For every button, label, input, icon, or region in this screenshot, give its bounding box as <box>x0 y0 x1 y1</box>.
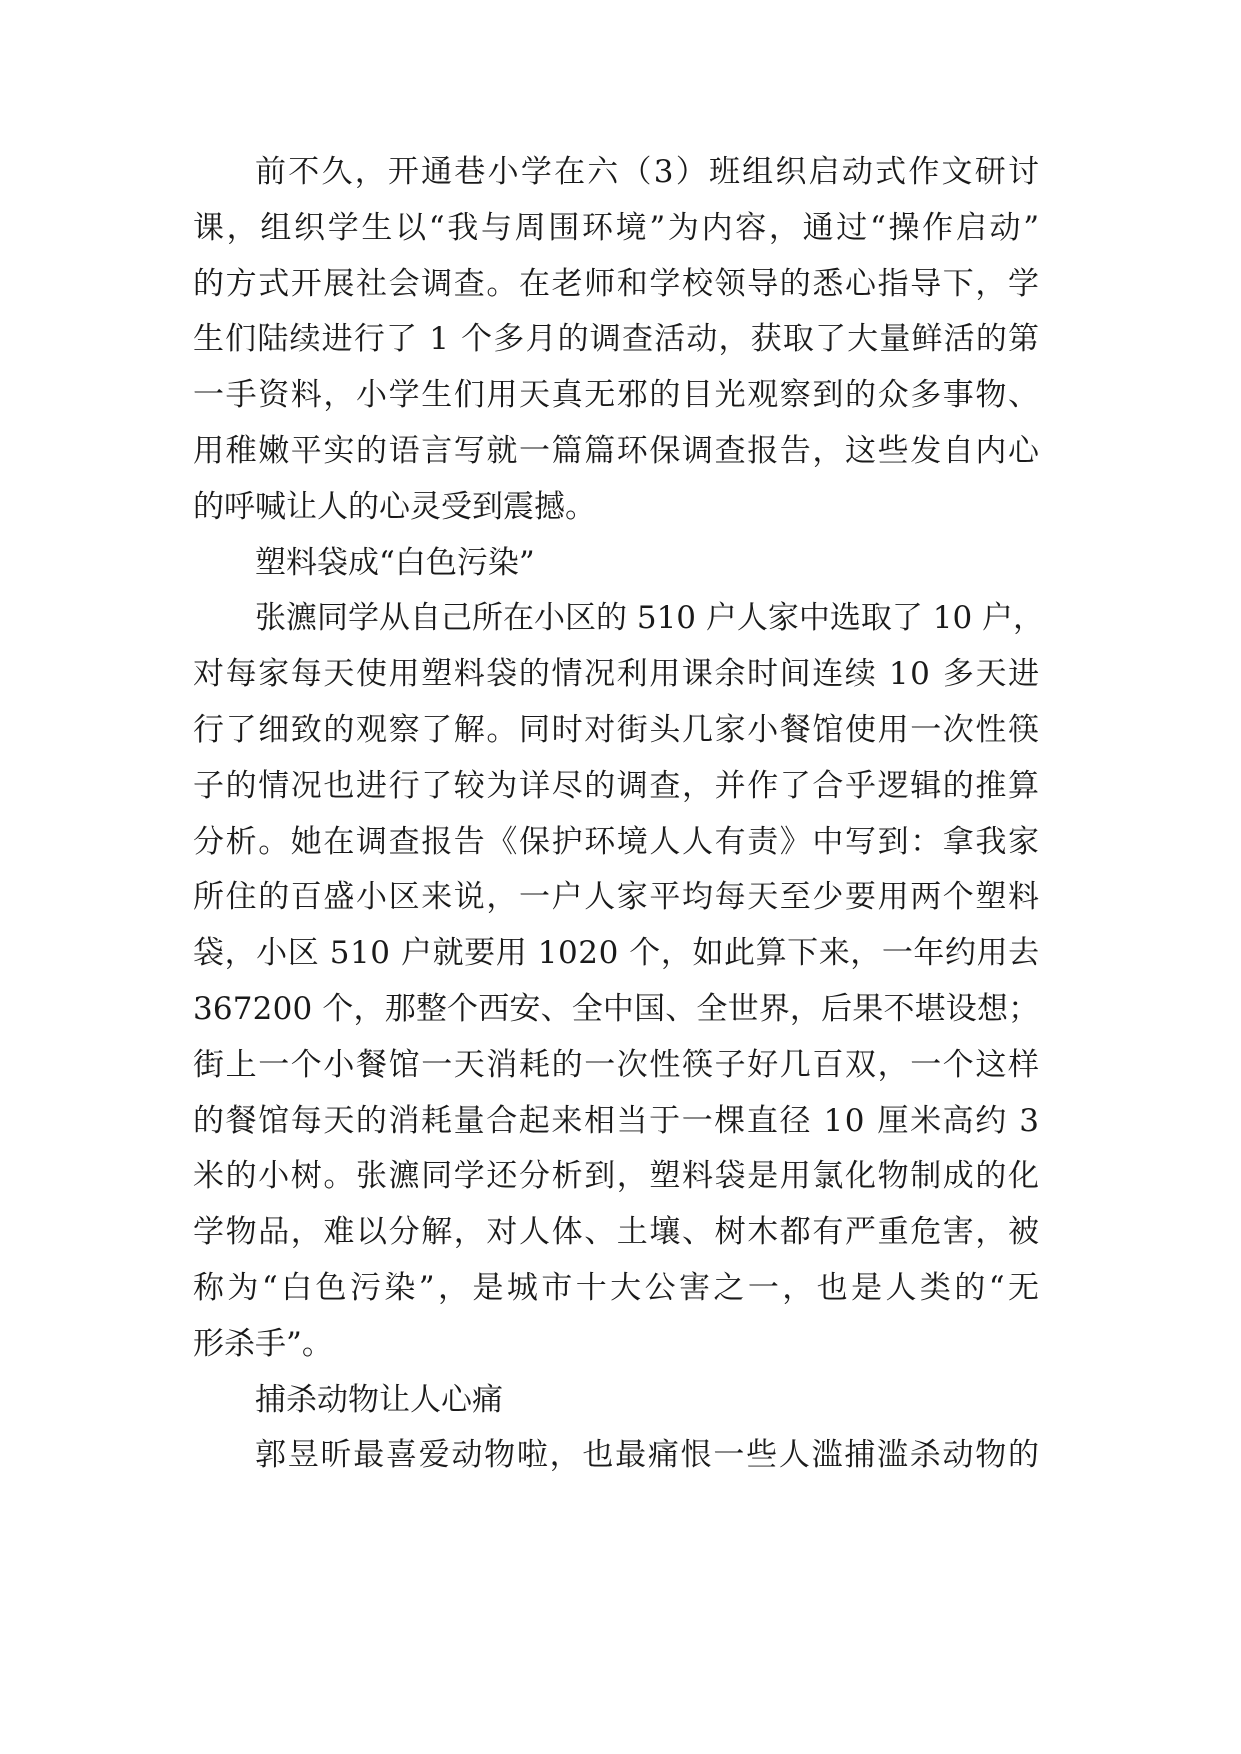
paragraph-line: 生们陆续进行了 1 个多月的调查活动，获取了大量鲜活的第 <box>193 321 1041 358</box>
paragraph-line: 称为“白色污染”，是城市十大公害之一，也是人类的“无 <box>193 1270 1043 1306</box>
paragraph-line: 的方式开展社会调查。在老师和学校领导的悉心指导下，学 <box>193 265 1041 302</box>
paragraph-line: 用稚嫩平实的语言写就一篇篇环保调查报告，这些发自内心 <box>193 433 1041 469</box>
paragraph-line: 袋，小区 510 户就要用 1020 个，如此算下来，一年约用去 <box>193 935 1040 972</box>
paragraph-line: 前不久，开通巷小学在六（3）班组织启动式作文研讨 <box>255 154 1042 190</box>
paragraph-line: 367200 个，那整个西安、全中国、全世界，后果不堪设想； <box>193 991 1040 1027</box>
paragraph-line: 街上一个小餐馆一天消耗的一次性筷子好几百双，一个这样 <box>193 1046 1041 1083</box>
paragraph-line: 一手资料，小学生们用天真无邪的目光观察到的众多事物、 <box>193 377 1041 414</box>
paragraph-line: 张瀌同学从自己所在小区的 510 户人家中选取了 10 户， <box>255 600 1045 637</box>
paragraph-line: 子的情况也进行了较为详尽的调查，并作了合乎逻辑的推算 <box>193 767 1041 804</box>
paragraph-line: 行了细致的观察了解。同时对街头几家小餐馆使用一次性筷 <box>193 712 1041 748</box>
paragraph-line: 课，组织学生以“我与周围环境”为内容，通过“操作启动” <box>193 209 1042 246</box>
paragraph-line: 的餐馆每天的消耗量合起来相当于一棵直径 10 厘米高约 3 <box>193 1102 1041 1139</box>
paragraph-line: 所住的百盛小区来说，一户人家平均每天至少要用两个塑料 <box>193 879 1041 916</box>
paragraph-line: 学物品，难以分解，对人体、土壤、树木都有严重危害，被 <box>193 1214 1041 1251</box>
paragraph-line: 的呼喊让人的心灵受到震撼。 <box>193 488 596 525</box>
paragraph-line: 形杀手”。 <box>193 1325 333 1362</box>
paragraph-line: 对每家每天使用塑料袋的情况利用课余时间连续 10 多天进 <box>193 656 1041 693</box>
paragraph-line: 分析。她在调查报告《保护环境人人有责》中写到：拿我家 <box>193 823 1041 860</box>
paragraph-line: 郭昱昕最喜爱动物啦，也最痛恨一些人滥捕滥杀动物的 <box>255 1437 1041 1474</box>
subheading-line: 塑料袋成“白色污染” <box>255 544 535 581</box>
subheading-line: 捕杀动物让人心痛 <box>255 1381 503 1418</box>
paragraph-line: 米的小树。张瀌同学还分析到，塑料袋是用氯化物制成的化 <box>193 1158 1041 1195</box>
